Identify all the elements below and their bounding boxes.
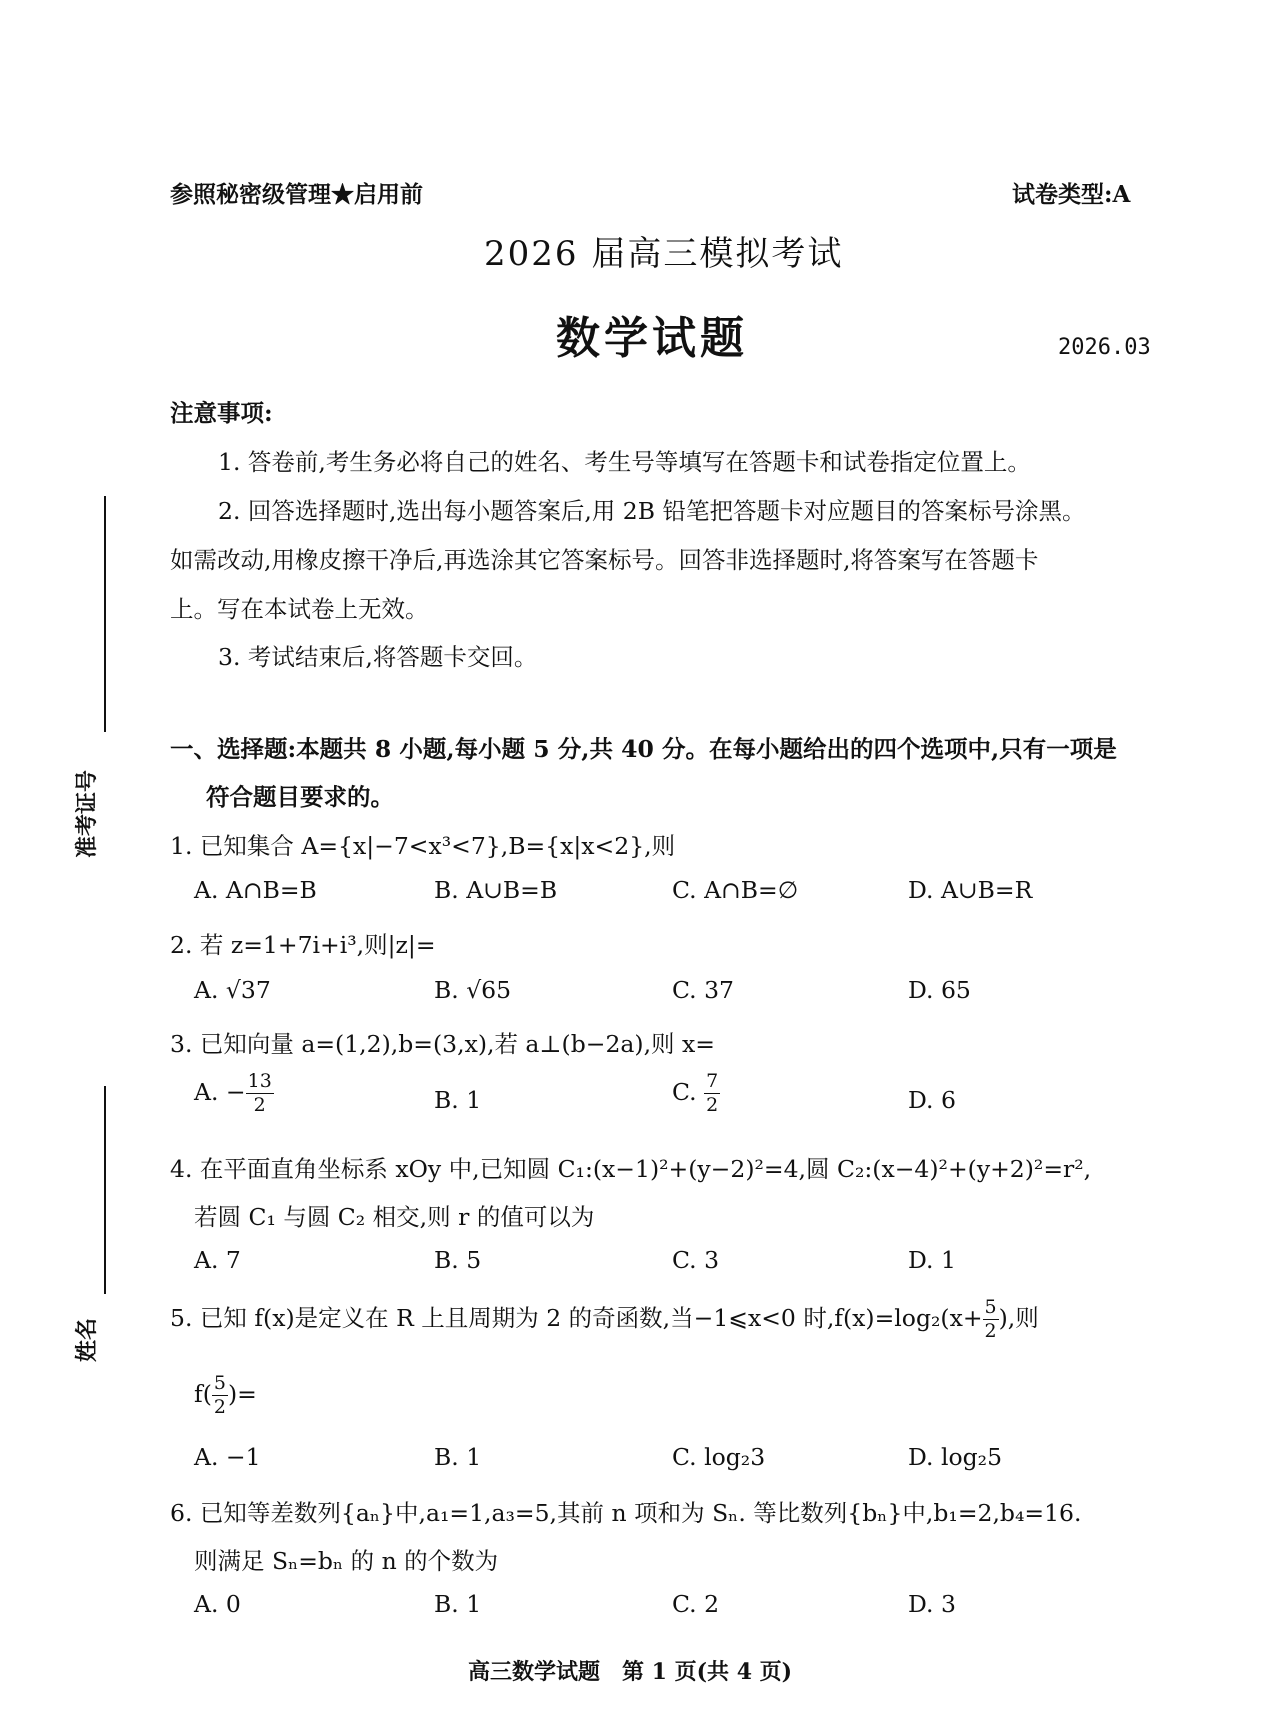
q2-option-b: B. √65 xyxy=(434,976,512,1004)
q5-option-b: B. 1 xyxy=(434,1443,482,1471)
subject-title: 数学试题 xyxy=(556,313,748,364)
q5-stem xyxy=(170,1298,1039,1341)
name-line xyxy=(104,1086,106,1294)
q3-stem: 3. 已知向量 a=(1,2),b=(3,x),若 a⊥(b−2a),则 x= xyxy=(170,1030,715,1058)
exam-date: 2026.03 xyxy=(1058,335,1151,360)
q5-stem-den: 2 xyxy=(984,1320,997,1342)
exam-id-line xyxy=(104,496,106,732)
q5-option-c: C. log₂3 xyxy=(672,1443,766,1471)
q5-line2-suffix: )= xyxy=(227,1380,257,1408)
q2-stem: 2. 若 z=1+7i+i³,则|z|= xyxy=(170,931,436,959)
q6-stem-line2: 则满足 Sₙ=bₙ 的 n 的个数为 xyxy=(194,1547,499,1575)
q4-option-a: A. 7 xyxy=(194,1246,241,1274)
q1-stem: 1. 已知集合 A={x|−7<x³<7},B={x|x<2},则 xyxy=(170,832,676,860)
q5-line2-fraction xyxy=(212,1374,228,1417)
q3-option-c xyxy=(672,1072,720,1115)
q3-option-b: B. 1 xyxy=(434,1086,482,1114)
q5-line2-den: 2 xyxy=(213,1396,226,1418)
q3-option-a-num: 13 xyxy=(247,1070,272,1092)
q5-line2-prefix: f( xyxy=(194,1380,212,1408)
name-label: 姓名 xyxy=(74,1317,100,1362)
q1-option-d: D. A∪B=R xyxy=(908,876,1033,904)
q3-option-a xyxy=(194,1072,274,1115)
q4-option-c: C. 3 xyxy=(672,1246,720,1274)
q5-stem-fraction xyxy=(983,1298,999,1341)
notice-item-2-line3: 上。写在本试卷上无效。 xyxy=(170,595,429,623)
q4-option-b: B. 5 xyxy=(434,1246,482,1274)
q4-option-d: D. 1 xyxy=(908,1246,956,1274)
paper-type: 试卷类型:A xyxy=(1012,181,1131,208)
exam-id-label: 准考证号 xyxy=(74,769,100,858)
q1-option-a: A. A∩B=B xyxy=(194,876,317,904)
q3-option-c-den: 2 xyxy=(706,1094,719,1116)
q3-option-a-prefix: A. − xyxy=(194,1078,246,1106)
q3-option-a-fraction xyxy=(246,1072,274,1115)
notice-item-2-line2: 如需改动,用橡皮擦干净后,再选涂其它答案标号。回答非选择题时,将答案写在答题卡 xyxy=(170,546,1039,574)
q2-option-a: A. √37 xyxy=(194,976,271,1004)
q6-option-a: A. 0 xyxy=(194,1590,241,1618)
q3-option-c-fraction xyxy=(704,1072,720,1115)
q4-stem-line1: 4. 在平面直角坐标系 xOy 中,已知圆 C₁:(x−1)²+(y−2)²=4,圆 C₂:(x−4)²+(y+2)²=r², xyxy=(170,1155,1092,1183)
q5-stem-suffix: ),则 xyxy=(998,1304,1039,1332)
q5-stem-prefix: 5. 已知 f(x)是定义在 R 上且周期为 2 的奇函数,当−1⩽x<0 时,f(x)=log₂(x+ xyxy=(170,1304,983,1332)
q5-line2 xyxy=(194,1374,257,1417)
notice-item-2-line1: 2. 回答选择题时,选出每小题答案后,用 2B 铅笔把答题卡对应题目的答案标号涂黑。 xyxy=(218,497,1086,525)
q5-line2-num: 5 xyxy=(213,1372,226,1394)
q3-option-a-den: 2 xyxy=(253,1094,266,1116)
q6-option-d: D. 3 xyxy=(908,1590,956,1618)
q3-option-c-prefix: C. xyxy=(672,1078,697,1106)
q5-option-d: D. log₂5 xyxy=(908,1443,1003,1471)
q5-option-a: A. −1 xyxy=(194,1443,261,1471)
page-footer: 高三数学试题 第 1 页(共 4 页) xyxy=(468,1659,793,1685)
q6-option-c: C. 2 xyxy=(672,1590,720,1618)
exam-title: 2026 届高三模拟考试 xyxy=(484,234,844,274)
q4-stem-line2: 若圆 C₁ 与圆 C₂ 相交,则 r 的值可以为 xyxy=(194,1203,595,1231)
q6-stem-line1: 6. 已知等差数列{aₙ}中,a₁=1,a₃=5,其前 n 项和为 Sₙ. 等比数列{bₙ}中,b₁=2,b₄=16. xyxy=(170,1499,1082,1527)
notice-item-1: 1. 答卷前,考生务必将自己的姓名、考生号等填写在答题卡和试卷指定位置上。 xyxy=(218,448,1031,476)
secrecy-label: 参照秘密级管理★启用前 xyxy=(170,181,423,208)
section1-line2: 符合题目要求的。 xyxy=(206,783,394,811)
q3-option-d: D. 6 xyxy=(908,1086,956,1114)
q3-option-c-num: 7 xyxy=(706,1070,719,1092)
q1-option-b: B. A∪B=B xyxy=(434,876,558,904)
q6-option-b: B. 1 xyxy=(434,1590,482,1618)
section1-line1: 一、选择题:本题共 8 小题,每小题 5 分,共 40 分。在每小题给出的四个选项中,只有一项是 xyxy=(170,735,1117,763)
notice-item-3: 3. 考试结束后,将答题卡交回。 xyxy=(218,643,538,671)
notice-heading: 注意事项: xyxy=(170,399,273,427)
q2-option-d: D. 65 xyxy=(908,976,971,1004)
q1-option-c: C. A∩B=∅ xyxy=(672,876,799,904)
q5-stem-num: 5 xyxy=(984,1296,997,1318)
q2-option-c: C. 37 xyxy=(672,976,734,1004)
